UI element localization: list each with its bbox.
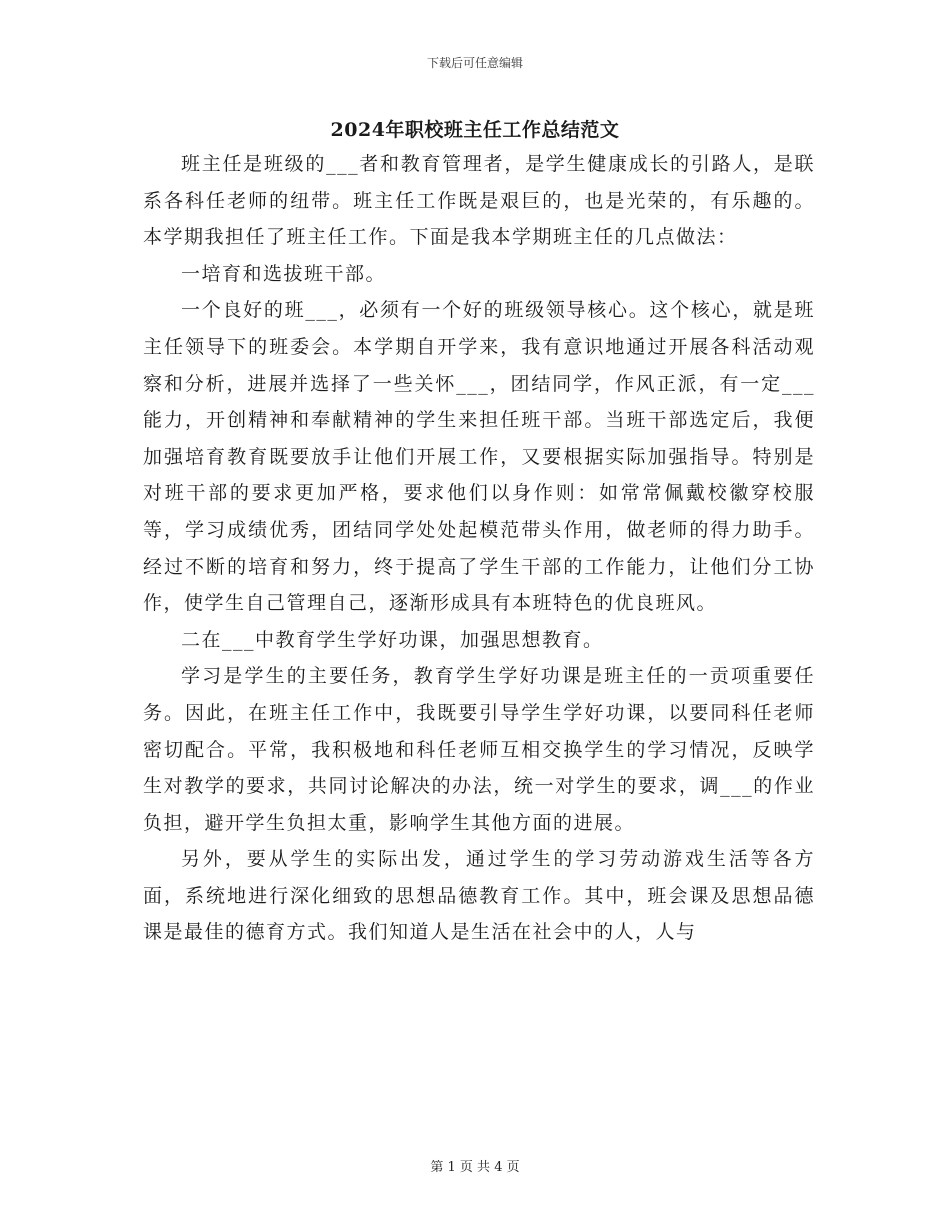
document-body xyxy=(143,146,815,951)
page-header-note: 下载后可任意编辑 xyxy=(426,56,523,70)
paragraph-intro: 班主任是班级的___者和教育管理者，是学生健康成长的引路人，是联系各科任老师的纽带。班主任工作既是艰巨的，也是光荣的，有乐趣的。本学期我担任了班主任工作。下面是我本学期班主任的几点做法： xyxy=(143,153,815,249)
paragraph-heading-2: 二在___中教育学生学好功课，加强思想教育。 xyxy=(181,628,604,651)
paragraph-moral-education: 另外，要从学生的实际出发，通过学生的学习劳动游戏生活等各方面，系统地进行深化细致的思想品德教育工作。其中，班会课及思想品德课是最佳的德育方式。我们知道人是生活在社会中的人，人与 xyxy=(143,848,815,944)
paragraph-heading-1: 一培育和选拔班干部。 xyxy=(181,262,387,285)
page-number-footer: 第 1 页 共 4 页 xyxy=(430,1160,520,1175)
paragraph-class-cadres: 一个良好的班___，必须有一个好的班级领导核心。这个核心，就是班主任领导下的班委会。本学期自开学来，我有意识地通过开展各科活动观察和分析，进展并选择了一些关怀___，团结同学，作风正派，有一定___能力，开创精神和奉献精神的学生来担任班干部。当班干部选定后，我便加强培育教育既要放手让他们开展工作，又要根据实际加强指导。特别是对班干部的要求更加严格，要求他们以身作则：如常常佩戴校徽穿校服等，学习成绩优秀，团结同学处处起模范带头作用，做老师的得力助手。经过不断的培育和努力，终于提高了学生干部的工作能力，让他们分工协作，使学生自己管理自己，逐渐形成具有本班特色的优良班风。 xyxy=(143,299,815,615)
document-title: 2024年职校班主任工作总结范文 xyxy=(330,119,620,141)
paragraph-study: 学习是学生的主要任务，教育学生学好功课是班主任的一贡项重要任务。因此，在班主任工作中，我既要引导学生学好功课，以要同科任老师密切配合。平常，我积极地和科任老师互相交换学生的学习情况，反映学生对教学的要求，共同讨论解决的办法，统一对学生的要求，调___的作业负担，避开学生负担太重，影响学生其他方面的进展。 xyxy=(143,665,815,834)
